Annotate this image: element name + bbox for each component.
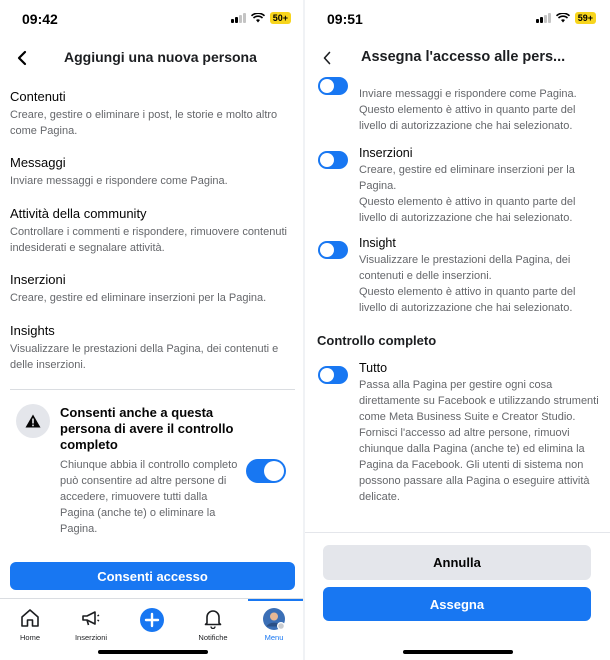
wifi-icon — [556, 13, 570, 23]
permission-toggle-inserzioni[interactable] — [318, 151, 348, 169]
nav-home[interactable] — [1, 603, 59, 645]
warning-icon — [16, 404, 50, 438]
permission-desc-line: Creare, gestire ed eliminare inserzioni per la Pagina. — [359, 164, 575, 192]
permission-desc: Creare, gestire ed eliminare inserzioni per la Pagina. — [10, 292, 267, 304]
cancel-button[interactable]: Annulla — [323, 545, 591, 580]
assign-button[interactable]: Assegna — [323, 587, 591, 621]
avatar-icon — [262, 607, 286, 631]
permission-desc-line: Questo elemento è attivo in quanto parte del livello di autorizzazione che hai selezionato. — [359, 104, 576, 132]
permission-title: Contenuti — [10, 89, 66, 104]
nav-notifiche[interactable] — [184, 603, 242, 645]
wifi-icon — [251, 13, 265, 23]
permission-community — [10, 206, 295, 256]
permission-toggle-insight[interactable] — [318, 241, 348, 259]
permission-inserzioni — [10, 272, 295, 306]
nav-label: Inserzioni — [74, 633, 108, 642]
grant-access-button[interactable]: Consenti accesso — [10, 562, 295, 590]
signal-icon — [231, 13, 246, 23]
nav-menu[interactable] — [245, 603, 303, 645]
status-bar — [305, 0, 610, 38]
status-time: 09:51 — [327, 11, 363, 27]
megaphone-icon — [80, 607, 102, 629]
battery-icon: 59+ — [575, 12, 596, 24]
permission-desc: Visualizzare le prestazioni della Pagina, dei contenuti e delle inserzioni. — [10, 343, 279, 371]
permission-desc: Creare, gestire o eliminare i post, le storie e molto altro come Pagina. — [10, 109, 278, 137]
permission-toggle-messaggi[interactable] — [318, 77, 348, 95]
signal-icon — [536, 13, 551, 23]
permission-desc: Passa alla Pagina per gestire ogni cosa direttamente su Facebook e utilizzando strumenti come Meta Business Suite e Creator Studio. Fornisci l'accesso ad altre persone, rimuovi chiunque dalla Pagina (anche te) ed elimina la Pagina da Facebook. Gli utenti di sistema non possono passare alla Pagina o eseguire attività delicate. — [359, 379, 599, 503]
permission-contenuti — [10, 89, 295, 139]
status-time: 09:42 — [22, 11, 58, 27]
nav-label: Menu — [264, 633, 284, 642]
permission-title: Insights — [10, 323, 55, 338]
bell-icon — [202, 607, 224, 629]
status-bar — [0, 0, 305, 38]
permission-desc-line: Visualizzare le prestazioni della Pagina, dei contenuti e delle inserzioni. — [359, 254, 571, 282]
chevron-left-icon — [322, 51, 332, 65]
home-indicator — [98, 650, 208, 654]
full-control-toggle[interactable] — [318, 366, 348, 384]
permission-desc: Inviare messaggi e rispondere come Pagina. — [10, 175, 228, 187]
divider — [10, 389, 295, 390]
home-indicator — [403, 650, 513, 654]
page-title: Aggiungi una nuova persona — [64, 49, 257, 65]
permission-desc: Controllare i commenti e rispondere, rimuovere contenuti indesiderati e segnalare attività. — [10, 226, 287, 254]
permission-title: Inserzioni — [359, 146, 413, 160]
page-title: Assegna l'accesso alle pers... — [361, 49, 566, 65]
permission-tutto — [359, 361, 602, 505]
permission-desc — [359, 252, 602, 316]
permission-messaggi — [10, 155, 295, 189]
active-tab-indicator — [248, 599, 303, 601]
plus-circle-icon — [139, 607, 165, 633]
permission-insight — [359, 236, 602, 316]
home-icon — [19, 607, 41, 629]
page-header — [305, 38, 610, 78]
nav-label: Notifiche — [198, 633, 228, 642]
right-screen — [305, 0, 610, 660]
permission-title: Inserzioni — [10, 272, 66, 287]
permission-desc-line: Questo elemento è attivo in quanto parte del livello di autorizzazione che hai selezionato. — [359, 286, 576, 314]
nav-label: Home — [19, 633, 40, 642]
battery-icon: 50+ — [270, 12, 291, 24]
permission-desc-line: Inviare messaggi e rispondere come Pagina. — [359, 88, 577, 100]
nav-create[interactable] — [123, 603, 181, 645]
footer-divider — [305, 532, 610, 533]
back-button[interactable] — [10, 46, 34, 70]
permission-inserzioni — [359, 146, 602, 226]
back-button[interactable] — [315, 46, 339, 70]
nav-inserzioni[interactable] — [62, 603, 120, 645]
permission-insights — [10, 323, 295, 373]
bottom-nav — [0, 598, 305, 646]
permission-title: Attività della community — [10, 206, 147, 221]
permission-title: Insight — [359, 236, 396, 250]
permission-title: Messaggi — [10, 155, 66, 170]
full-control-toggle[interactable] — [246, 459, 286, 483]
permission-desc — [359, 86, 602, 134]
permission-title: Tutto — [359, 361, 388, 375]
full-control-title: Consenti anche a questa persona di avere il controllo completo — [60, 405, 234, 452]
permission-desc-line: Questo elemento è attivo in quanto parte del livello di autorizzazione che hai selezionato. — [359, 196, 576, 224]
chevron-left-icon — [16, 50, 28, 66]
section-title: Controllo completo — [317, 333, 437, 348]
permission-messaggi — [359, 84, 602, 134]
permission-desc — [359, 162, 602, 226]
page-header — [0, 38, 305, 78]
full-control-desc: Chiunque abbia il controllo completo può consentire ad altre persone di accedere, rimuovere tutti dalla Pagina (anche te) o eliminare la Pagina. — [60, 459, 238, 535]
